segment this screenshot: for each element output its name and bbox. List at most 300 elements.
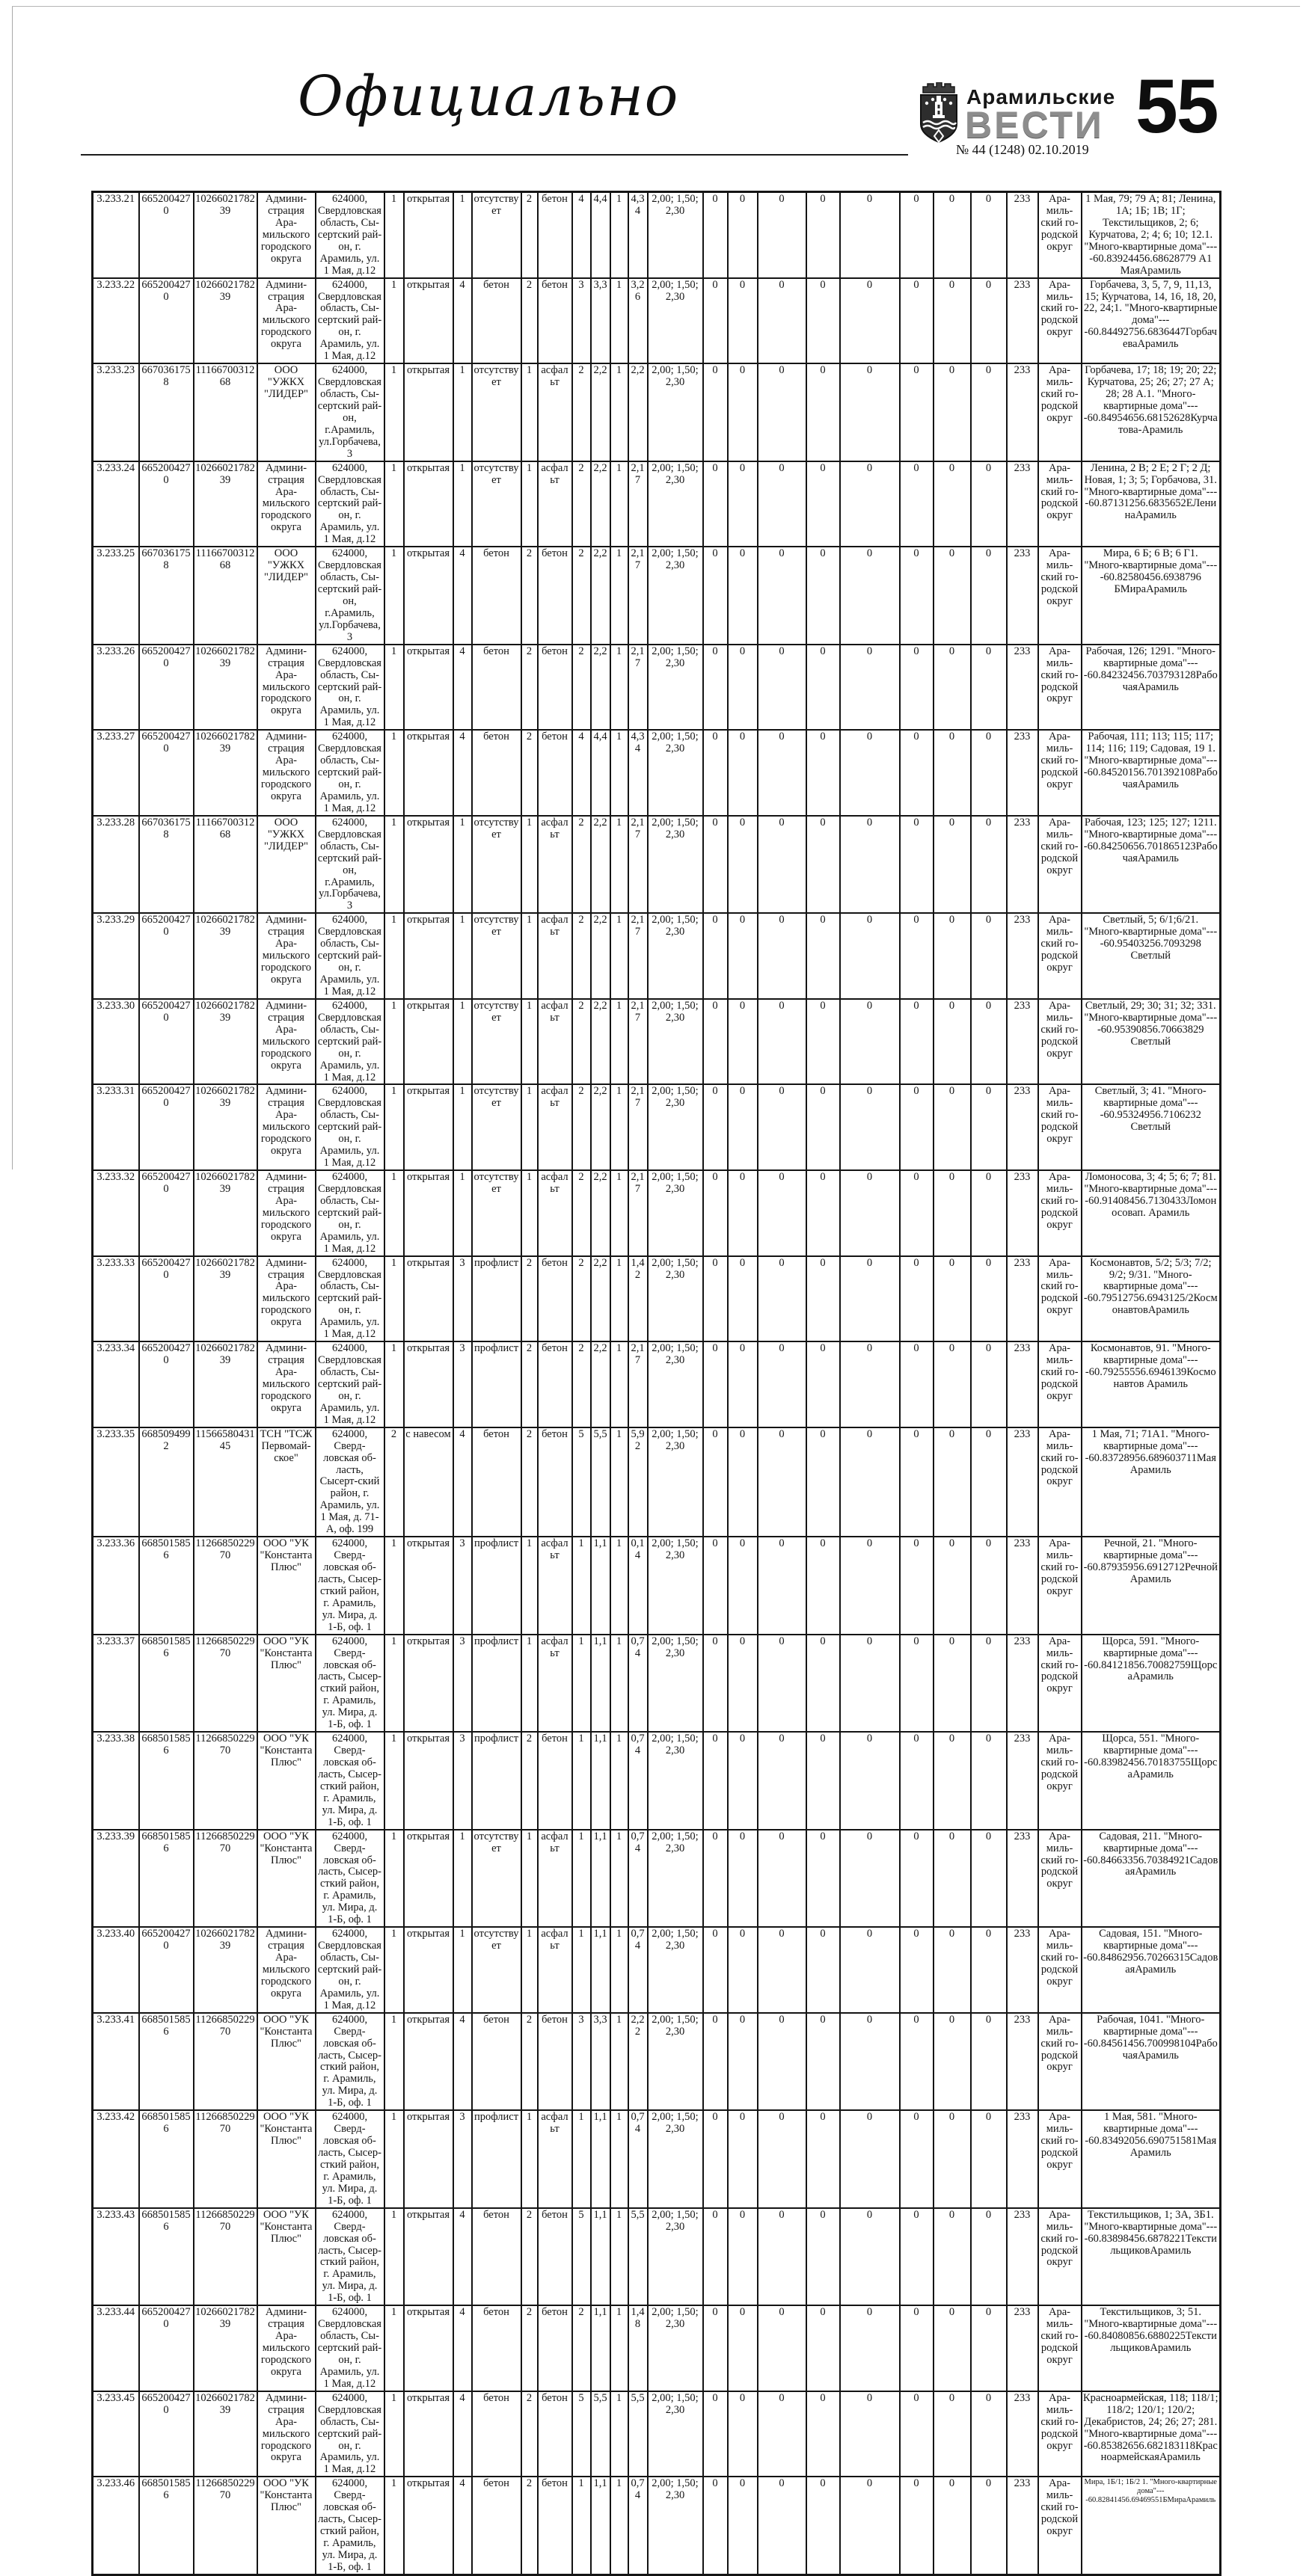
table-row: [93, 547, 1221, 645]
containers-volume: 1,1: [591, 1830, 610, 1928]
cover-type-code: 1: [521, 461, 538, 547]
zero-col-8: 0: [971, 1927, 1007, 2013]
volume-accumulated: 2,17: [628, 1084, 648, 1170]
fence-type-code: 3: [453, 2110, 472, 2208]
cover-type-code: 2: [521, 2477, 538, 2575]
volume-accumulated: 1,42: [628, 1256, 648, 1342]
zero-col-6: 0: [900, 999, 934, 1085]
site-type: открытая: [404, 1830, 453, 1928]
zero-col-6: 0: [900, 2110, 934, 2208]
volume-accumulated: 0,74: [628, 1927, 648, 2013]
municipality: Ара-миль-ский го-родской округ: [1038, 363, 1082, 461]
containers-count: 2: [572, 2305, 591, 2391]
table-row: [93, 1084, 1221, 1170]
org-name: ООО "УК "Константа Плюс": [257, 2208, 316, 2306]
zero-col-5: 0: [840, 1427, 900, 1537]
fence-type-code: 4: [453, 2391, 472, 2477]
municipality: Ара-миль-ский го-родской округ: [1038, 816, 1082, 914]
zero-col-1: 0: [703, 461, 728, 547]
zero-col-1: 0: [703, 1927, 728, 2013]
sites-count: 1: [384, 278, 404, 364]
zero-col-5: 0: [840, 461, 900, 547]
zero-col-1: 0: [703, 363, 728, 461]
table-row: [93, 1732, 1221, 1830]
cover-material: асфальт: [538, 913, 572, 999]
zero-col-1: 0: [703, 913, 728, 999]
sites-count: 1: [384, 2477, 404, 2575]
fence-type-code: 4: [453, 2013, 472, 2111]
containers-owned: 1: [610, 2477, 628, 2575]
site-type: открытая: [404, 2477, 453, 2575]
row-id: 3.233.34: [93, 1341, 139, 1427]
container-sizes: 2,00; 1,50; 2,30: [648, 730, 703, 816]
table-row: [93, 816, 1221, 914]
zero-col-1: 0: [703, 730, 728, 816]
fence-type-code: 4: [453, 2305, 472, 2391]
fence-material: отсутствует: [472, 913, 521, 999]
cover-material: бетон: [538, 2013, 572, 2111]
containers-volume: 1,1: [591, 1732, 610, 1830]
table-row: [93, 192, 1221, 278]
row-id: 3.233.36: [93, 1537, 139, 1635]
ogrn: 1126685022970: [194, 1635, 257, 1733]
zero-col-4: 0: [806, 2477, 840, 2575]
okato-code: 233: [1007, 1830, 1038, 1928]
zero-col-5: 0: [840, 1732, 900, 1830]
org-name: Админи-страция Ара-мильского городского округа: [257, 461, 316, 547]
zero-col-3: 0: [758, 1427, 806, 1537]
containers-volume: 1,1: [591, 2110, 610, 2208]
container-sizes: 2,00; 1,50; 2,30: [648, 1927, 703, 2013]
okato-code: 233: [1007, 192, 1038, 278]
org-name: Админи-страция Ара-мильского городского округа: [257, 2305, 316, 2391]
okato-code: 233: [1007, 461, 1038, 547]
containers-count: 4: [572, 192, 591, 278]
containers-count: 3: [572, 278, 591, 364]
zero-col-8: 0: [971, 913, 1007, 999]
cover-type-code: 2: [521, 2208, 538, 2306]
okato-code: 233: [1007, 1170, 1038, 1256]
zero-col-5: 0: [840, 2305, 900, 2391]
inn: 6652004270: [139, 2391, 194, 2477]
zero-col-5: 0: [840, 2013, 900, 2111]
site-type: открытая: [404, 1256, 453, 1342]
containers-count: 3: [572, 2013, 591, 2111]
ogrn: 1126685022970: [194, 2477, 257, 2575]
ogrn: 1026602178239: [194, 999, 257, 1085]
site-type: открытая: [404, 913, 453, 999]
containers-count: 2: [572, 913, 591, 999]
row-id: 3.233.46: [93, 2477, 139, 2575]
table-row: [93, 2477, 1221, 2575]
okato-code: 233: [1007, 1927, 1038, 2013]
zero-col-5: 0: [840, 278, 900, 364]
zero-col-1: 0: [703, 2305, 728, 2391]
zero-col-2: 0: [728, 999, 758, 1085]
org-address: 624000, Свердловская область, Сы-сертский рай-он, г. Арамиль, ул. 1 Мая, д.12: [316, 192, 384, 278]
containers-count: 2: [572, 999, 591, 1085]
site-type: открытая: [404, 2208, 453, 2306]
cover-type-code: 2: [521, 192, 538, 278]
containers-owned: 1: [610, 2013, 628, 2111]
cover-material: бетон: [538, 192, 572, 278]
zero-col-7: 0: [934, 278, 971, 364]
containers-volume: 2,2: [591, 1084, 610, 1170]
municipality: Ара-миль-ский го-родской округ: [1038, 1084, 1082, 1170]
fence-material: профлист: [472, 1635, 521, 1733]
zero-col-2: 0: [728, 1732, 758, 1830]
ogrn: 1026602178239: [194, 1170, 257, 1256]
containers-count: 1: [572, 1927, 591, 2013]
cover-material: бетон: [538, 278, 572, 364]
containers-volume: 3,3: [591, 278, 610, 364]
fence-material: бетон: [472, 645, 521, 731]
zero-col-7: 0: [934, 913, 971, 999]
cover-material: бетон: [538, 730, 572, 816]
site-type: открытая: [404, 363, 453, 461]
org-name: ООО "УЖКХ "ЛИДЕР": [257, 816, 316, 914]
table-row: [93, 2305, 1221, 2391]
fence-material: бетон: [472, 2305, 521, 2391]
zero-col-3: 0: [758, 999, 806, 1085]
cover-material: асфальт: [538, 363, 572, 461]
municipality: Ара-миль-ский го-родской округ: [1038, 192, 1082, 278]
container-sizes: 2,00; 1,50; 2,30: [648, 2208, 703, 2306]
site-type: открытая: [404, 1170, 453, 1256]
container-sizes: 2,00; 1,50; 2,30: [648, 1732, 703, 1830]
table-row: [93, 2208, 1221, 2306]
container-sizes: 2,00; 1,50; 2,30: [648, 278, 703, 364]
zero-col-7: 0: [934, 999, 971, 1085]
org-name: ООО "УК "Константа Плюс": [257, 1732, 316, 1830]
containers-volume: 2,2: [591, 547, 610, 645]
row-id: 3.233.43: [93, 2208, 139, 2306]
ogrn: 1126685022970: [194, 2110, 257, 2208]
cover-material: бетон: [538, 2305, 572, 2391]
fence-type-code: 1: [453, 913, 472, 999]
site-type: открытая: [404, 278, 453, 364]
zero-col-4: 0: [806, 2305, 840, 2391]
containers-count: 1: [572, 1537, 591, 1635]
containers-volume: 1,1: [591, 1537, 610, 1635]
okato-code: 233: [1007, 913, 1038, 999]
containers-count: 2: [572, 816, 591, 914]
zero-col-8: 0: [971, 2208, 1007, 2306]
volume-accumulated: 5,5: [628, 2391, 648, 2477]
org-address: 624000, Свердловская область, Сы-сертский рай-он, г. Арамиль, ул. 1 Мая, д.12: [316, 1927, 384, 2013]
zero-col-2: 0: [728, 2110, 758, 2208]
containers-owned: 1: [610, 1537, 628, 1635]
municipality: Ара-миль-ский го-родской округ: [1038, 1427, 1082, 1537]
container-sizes: 2,00; 1,50; 2,30: [648, 1830, 703, 1928]
serviced-objects: Рабочая, 111; 113; 115; 117; 114; 116; 119; Садовая, 19 1. "Много-квартирные дома"----60.84520156.701392108РабочаяАрамиль: [1082, 730, 1221, 816]
containers-owned: 1: [610, 1927, 628, 2013]
zero-col-6: 0: [900, 2391, 934, 2477]
containers-owned: 1: [610, 645, 628, 731]
zero-col-2: 0: [728, 730, 758, 816]
zero-col-2: 0: [728, 1084, 758, 1170]
row-id: 3.233.29: [93, 913, 139, 999]
zero-col-7: 0: [934, 1830, 971, 1928]
inn: 6652004270: [139, 730, 194, 816]
municipality: Ара-миль-ский го-родской округ: [1038, 461, 1082, 547]
container-sizes: 2,00; 1,50; 2,30: [648, 816, 703, 914]
row-id: 3.233.38: [93, 1732, 139, 1830]
zero-col-5: 0: [840, 1341, 900, 1427]
zero-col-1: 0: [703, 1635, 728, 1733]
cover-type-code: 2: [521, 547, 538, 645]
sites-count: 1: [384, 1732, 404, 1830]
volume-accumulated: 3,26: [628, 278, 648, 364]
ogrn: 1026602178239: [194, 730, 257, 816]
zero-col-2: 0: [728, 816, 758, 914]
zero-col-6: 0: [900, 1256, 934, 1342]
fence-type-code: 3: [453, 1537, 472, 1635]
sites-count: 1: [384, 547, 404, 645]
volume-accumulated: 0,74: [628, 2477, 648, 2575]
zero-col-3: 0: [758, 278, 806, 364]
zero-col-7: 0: [934, 2208, 971, 2306]
row-id: 3.233.41: [93, 2013, 139, 2111]
sites-count: 1: [384, 461, 404, 547]
volume-accumulated: 2,22: [628, 2013, 648, 2111]
zero-col-4: 0: [806, 999, 840, 1085]
org-address: 624000, Свердловская область, Сы-сертский рай-он, г. Арамиль, ул. 1 Мая, д.12: [316, 1341, 384, 1427]
fence-material: бетон: [472, 2013, 521, 2111]
inn: 6685015856: [139, 2013, 194, 2111]
org-name: Админи-страция Ара-мильского городского округа: [257, 1170, 316, 1256]
okato-code: 233: [1007, 1256, 1038, 1342]
serviced-objects: Рабочая, 1041. "Много-квартирные дома"----60.84561456.700998104РабочаяАрамиль: [1082, 2013, 1221, 2111]
zero-col-5: 0: [840, 1084, 900, 1170]
volume-accumulated: 2,17: [628, 547, 648, 645]
serviced-objects: Садовая, 151. "Много-квартирные дома"----60.84862956.70266315СадоваяАрамиль: [1082, 1927, 1221, 2013]
inn: 6652004270: [139, 2305, 194, 2391]
site-type: открытая: [404, 1732, 453, 1830]
zero-col-5: 0: [840, 2477, 900, 2575]
containers-owned: 1: [610, 2208, 628, 2306]
zero-col-5: 0: [840, 1170, 900, 1256]
org-name: ООО "УК "Константа Плюс": [257, 1635, 316, 1733]
fence-type-code: 4: [453, 2477, 472, 2575]
containers-owned: 1: [610, 278, 628, 364]
org-address: 624000, Сверд-ловская об-ласть, Сысер-сткий район, г. Арамиль, ул. Мира, д. 1-Б, оф. 1: [316, 2110, 384, 2208]
page-scan-edge-top: [12, 6, 1300, 7]
ogrn: 1116670031268: [194, 363, 257, 461]
zero-col-2: 0: [728, 461, 758, 547]
org-address: 624000, Свердловская область, Сы-сертский рай-он, г. Арамиль, ул. 1 Мая, д.12: [316, 2391, 384, 2477]
page-scan-edge-left: [12, 6, 13, 1169]
row-id: 3.233.27: [93, 730, 139, 816]
containers-count: 4: [572, 730, 591, 816]
fence-type-code: 1: [453, 1830, 472, 1928]
sites-count: 1: [384, 2391, 404, 2477]
container-sizes: 2,00; 1,50; 2,30: [648, 999, 703, 1085]
zero-col-4: 0: [806, 2208, 840, 2306]
ogrn: 1116670031268: [194, 547, 257, 645]
site-type: открытая: [404, 645, 453, 731]
fence-type-code: 3: [453, 1732, 472, 1830]
zero-col-7: 0: [934, 2110, 971, 2208]
container-sizes: 2,00; 1,50; 2,30: [648, 1635, 703, 1733]
volume-accumulated: 0,74: [628, 1732, 648, 1830]
containers-count: 5: [572, 2208, 591, 2306]
cover-material: асфальт: [538, 999, 572, 1085]
row-id: 3.233.33: [93, 1256, 139, 1342]
okato-code: 233: [1007, 816, 1038, 914]
zero-col-4: 0: [806, 363, 840, 461]
org-address: 624000, Свердловская область, Сы-сертский рай-он, г. Арамиль, ул. 1 Мая, д.12: [316, 913, 384, 999]
ogrn: 1026602178239: [194, 2391, 257, 2477]
zero-col-4: 0: [806, 547, 840, 645]
zero-col-1: 0: [703, 2208, 728, 2306]
row-id: 3.233.31: [93, 1084, 139, 1170]
zero-col-1: 0: [703, 1170, 728, 1256]
sites-count: 1: [384, 363, 404, 461]
zero-col-2: 0: [728, 2477, 758, 2575]
containers-count: 1: [572, 2110, 591, 2208]
table-row: [93, 461, 1221, 547]
org-name: ООО "УК "Константа Плюс": [257, 2013, 316, 2111]
table-row: [93, 1170, 1221, 1256]
serviced-objects: Светлый, 3; 41. "Много-квартирные дома"----60.95324956.7106232 Светлый: [1082, 1084, 1221, 1170]
serviced-objects: 1 Мая, 71; 71А1. "Много-квартирные дома"----60.83728956.689603711МаяАрамиль: [1082, 1427, 1221, 1537]
fence-material: бетон: [472, 278, 521, 364]
org-address: 624000, Свердловская область, Сы-сертский рай-он, г. Арамиль, ул. 1 Мая, д.12: [316, 2305, 384, 2391]
zero-col-3: 0: [758, 1256, 806, 1342]
ogrn: 1026602178239: [194, 2305, 257, 2391]
org-address: 624000, Сверд-ловская об-ласть, Сысер-сткий район, г. Арамиль, ул. Мира, д. 1-Б, оф. 1: [316, 1830, 384, 1928]
ogrn: 1126685022970: [194, 1537, 257, 1635]
containers-volume: 2,2: [591, 645, 610, 731]
volume-accumulated: 2,17: [628, 645, 648, 731]
zero-col-5: 0: [840, 2208, 900, 2306]
zero-col-2: 0: [728, 1927, 758, 2013]
site-type: открытая: [404, 1537, 453, 1635]
zero-col-2: 0: [728, 1341, 758, 1427]
zero-col-8: 0: [971, 278, 1007, 364]
zero-col-4: 0: [806, 816, 840, 914]
containers-owned: 1: [610, 2391, 628, 2477]
municipality: Ара-миль-ский го-родской округ: [1038, 2208, 1082, 2306]
zero-col-8: 0: [971, 2391, 1007, 2477]
okato-code: 233: [1007, 278, 1038, 364]
volume-accumulated: 5,5: [628, 2208, 648, 2306]
ogrn: 1126685022970: [194, 2208, 257, 2306]
fence-material: бетон: [472, 2391, 521, 2477]
fence-type-code: 1: [453, 461, 472, 547]
fence-type-code: 1: [453, 192, 472, 278]
site-type: открытая: [404, 1341, 453, 1427]
okato-code: 233: [1007, 1732, 1038, 1830]
volume-accumulated: 2,2: [628, 363, 648, 461]
cover-type-code: 1: [521, 1927, 538, 2013]
row-id: 3.233.21: [93, 192, 139, 278]
fence-material: бетон: [472, 730, 521, 816]
cover-type-code: 1: [521, 1537, 538, 1635]
fence-type-code: 4: [453, 645, 472, 731]
container-sizes: 2,00; 1,50; 2,30: [648, 1427, 703, 1537]
zero-col-1: 0: [703, 1084, 728, 1170]
org-address: 624000, Свердловская область, Сы-сертский рай-он, г. Арамиль, ул. 1 Мая, д.12: [316, 278, 384, 364]
row-id: 3.233.28: [93, 816, 139, 914]
municipality: Ара-миль-ский го-родской округ: [1038, 1635, 1082, 1733]
serviced-objects: Щорса, 591. "Много-квартирные дома"----60.84121856.70082759ЩорсаАрамиль: [1082, 1635, 1221, 1733]
fence-material: бетон: [472, 2477, 521, 2575]
row-id: 3.233.22: [93, 278, 139, 364]
municipality: Ара-миль-ский го-родской округ: [1038, 730, 1082, 816]
containers-count: 1: [572, 1635, 591, 1733]
volume-accumulated: 5,92: [628, 1427, 648, 1537]
zero-col-6: 0: [900, 192, 934, 278]
container-sizes: 2,00; 1,50; 2,30: [648, 1537, 703, 1635]
sites-count: 1: [384, 1927, 404, 2013]
fence-type-code: 3: [453, 1341, 472, 1427]
volume-accumulated: 2,17: [628, 461, 648, 547]
zero-col-1: 0: [703, 1830, 728, 1928]
cover-type-code: 2: [521, 2391, 538, 2477]
registry-table-body: [93, 192, 1221, 2575]
serviced-objects: Светлый, 5; 6/1;6/21. "Много-квартирные дома"----60.95403256.7093298 Светлый: [1082, 913, 1221, 999]
inn: 6685015856: [139, 1537, 194, 1635]
fence-material: профлист: [472, 2110, 521, 2208]
containers-volume: 2,2: [591, 999, 610, 1085]
zero-col-7: 0: [934, 363, 971, 461]
containers-volume: 4,4: [591, 730, 610, 816]
volume-accumulated: 0,14: [628, 1537, 648, 1635]
container-sizes: 2,00; 1,50; 2,30: [648, 363, 703, 461]
org-name: ООО "УК "Константа Плюс": [257, 2477, 316, 2575]
zero-col-6: 0: [900, 2013, 934, 2111]
site-type: открытая: [404, 547, 453, 645]
zero-col-7: 0: [934, 1927, 971, 2013]
zero-col-3: 0: [758, 1170, 806, 1256]
okato-code: 233: [1007, 1427, 1038, 1537]
volume-accumulated: 2,17: [628, 913, 648, 999]
okato-code: 233: [1007, 1635, 1038, 1733]
row-id: 3.233.42: [93, 2110, 139, 2208]
ogrn: 1026602178239: [194, 1927, 257, 2013]
containers-volume: 2,2: [591, 1341, 610, 1427]
zero-col-3: 0: [758, 2305, 806, 2391]
zero-col-2: 0: [728, 1170, 758, 1256]
containers-owned: 1: [610, 1830, 628, 1928]
row-id: 3.233.40: [93, 1927, 139, 2013]
site-type: открытая: [404, 999, 453, 1085]
volume-accumulated: 2,17: [628, 816, 648, 914]
org-address: 624000, Свердловская область, Сы-сертский рай-он, г. Арамиль, ул. 1 Мая, д.12: [316, 999, 384, 1085]
serviced-objects: Светлый, 29; 30; 31; 32; 331. "Много-квартирные дома"----60.95390856.70663829 Светлый: [1082, 999, 1221, 1085]
containers-count: 2: [572, 1256, 591, 1342]
container-sizes: 2,00; 1,50; 2,30: [648, 2305, 703, 2391]
serviced-objects: Космонавтов, 91. "Много-квартирные дома"----60.79255556.6946139Космонавтов Арамиль: [1082, 1341, 1221, 1427]
zero-col-4: 0: [806, 1537, 840, 1635]
zero-col-6: 0: [900, 1635, 934, 1733]
volume-accumulated: 0,74: [628, 1635, 648, 1733]
zero-col-4: 0: [806, 2110, 840, 2208]
org-address: 624000, Свердловская область, Сы-сертский рай-он, г.Арамиль, ул.Горбачева, 3: [316, 816, 384, 914]
org-address: 624000, Свердловская область, Сы-сертский рай-он, г.Арамиль, ул.Горбачева, 3: [316, 363, 384, 461]
cover-material: бетон: [538, 2477, 572, 2575]
zero-col-2: 0: [728, 363, 758, 461]
serviced-objects: Текстильщиков, 1; 3А, 3Б1. "Много-квартирные дома"----60.83898456.6878221ТекстильщиковАрамиль: [1082, 2208, 1221, 2306]
container-sizes: 2,00; 1,50; 2,30: [648, 2391, 703, 2477]
containers-count: 2: [572, 1084, 591, 1170]
table-row: [93, 278, 1221, 364]
zero-col-5: 0: [840, 363, 900, 461]
zero-col-5: 0: [840, 547, 900, 645]
containers-count: 1: [572, 1830, 591, 1928]
